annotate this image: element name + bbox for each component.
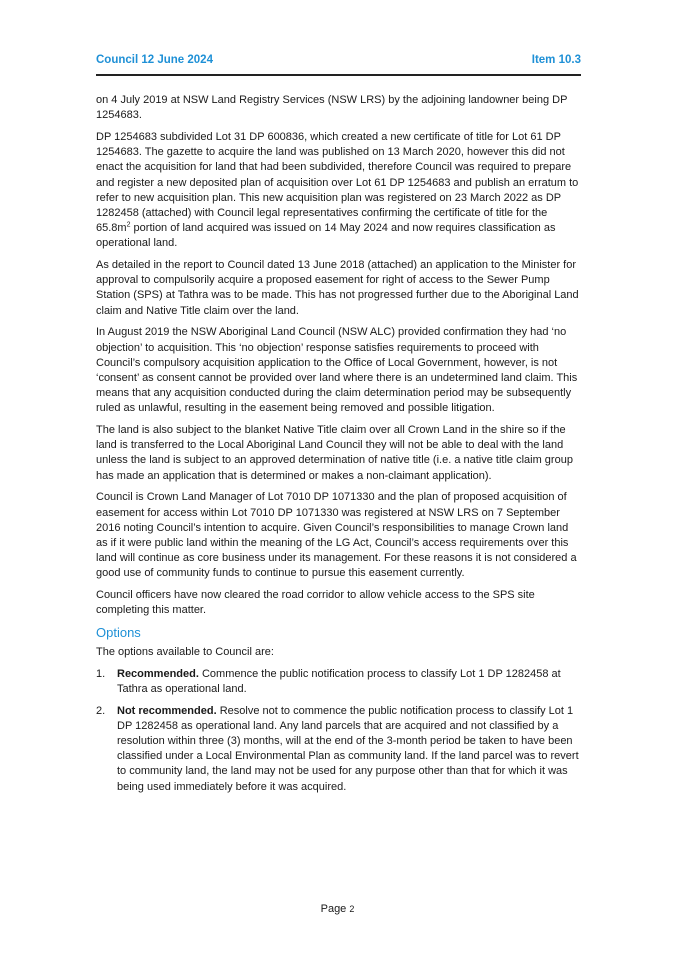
page-header [96, 52, 581, 76]
paragraph-text: portion of land acquired was issued on 14 May 2024 and now requires classification as operational land. [96, 222, 556, 250]
paragraph: on 4 July 2019 at NSW Land Registry Services (NSW LRS) by the adjoining landowner being DP 1254683. [96, 94, 568, 122]
options-intro: The options available to Council are: [96, 646, 274, 658]
paragraph-text: DP 1254683 subdivided Lot 31 DP 600836, which created a new certificate of title for Lot 61 DP 1254683. The gazette to acquire the land was published on 13 March 2020, however this did not enact the acquisition for land that had been subdivided, therefore Council was required to prepare and register a new deposited plan of acquisition over Lot 61 DP 1254683 and publish an erratum to refer to new acquisition plan. This new acquisition plan was registered on 23 March 2022 as DP 1282458 (attached) with Council legal representatives confirming the certificate of title for the 65.8m [96, 130, 579, 235]
paragraph: The land is also subject to the blanket Native Title claim over all Crown Land in the shire so if the land is transferred to the Local Aboriginal Land Council they will not be able to deal with the land unless the land is subject to an approved determination of native title (i.e. a native title claim group has made an application that is determined or makes a non-claimant application). [96, 424, 573, 482]
page-footer [0, 903, 675, 915]
paragraph [96, 130, 581, 252]
item-number: Item 10.3 [531, 54, 581, 66]
paragraph: Council officers have now cleared the road corridor to allow vehicle access to the SPS site completing this matter. [96, 589, 535, 617]
page-number: 2 [349, 904, 355, 914]
superscript: 2 [126, 221, 131, 229]
option-number: 1. [96, 667, 106, 680]
options-heading: Options [96, 625, 141, 640]
paragraph: In August 2019 the NSW Aboriginal Land Council (NSW ALC) provided confirmation they had ‘no objection’ to acquisition. This ‘no objection’ response satisfies requirements to proceed with Council’s compulsory acquisition application to the Office of Local Government, however, is not ‘consent’ as consent cannot be provided over land where there is an undetermined land claim. This means that any acquisition conducted during the claim determination period may be subsequently ruled as unlawful, resulting in the easement being removed and possible litigation. [96, 326, 578, 415]
paragraph: As detailed in the report to Council dated 13 June 2018 (attached) an application to the Minister for approval to compulsorily acquire a proposed easement for right of access to the Sewer Pump Station (SPS) at Tathra was to be made. This has not progressed further due to the Aboriginal Land claim and Native Title claim over the land. [96, 259, 579, 317]
option-label: Recommended. [117, 667, 199, 680]
paragraph: Council is Crown Land Manager of Lot 7010 DP 1071330 and the plan of proposed acquisition of easement for access within Lot 7010 DP 1071330 was registered at NSW LRS on 7 September 2016 noting Council’s intention to acquire. Given Council’s responsibilities to manage Crown land as if it were public land within the meaning of the LG Act, Council’s access requirements over this land will continue as core business under its management. For these reasons it is not considered a good use of community funds to continue to pursue this easement currently. [96, 491, 577, 580]
document-body [96, 93, 581, 801]
option-text: Commence the public notification process to classify Lot 1 DP 1282458 at Tathra as operational land. [117, 667, 561, 695]
option-item [96, 667, 581, 697]
option-text: Resolve not to commence the public notification process to classify Lot 1 DP 1282458 as operational land. Any land parcels that are acquired and not classified by a resolution within three (3) months, will at the end of the 3-month period be taken to have been classified under a Local Environmental Plan as community land. If the land parcel was to revert to community land, the land may not be used for any purpose other than that for which it was being used immediately before it was acquired. [117, 704, 579, 793]
meeting-date: Council 12 June 2024 [96, 54, 213, 66]
option-number: 2. [96, 704, 106, 717]
page-label: Page [320, 903, 347, 915]
option-item [96, 704, 581, 795]
option-label: Not recommended. [117, 704, 217, 717]
